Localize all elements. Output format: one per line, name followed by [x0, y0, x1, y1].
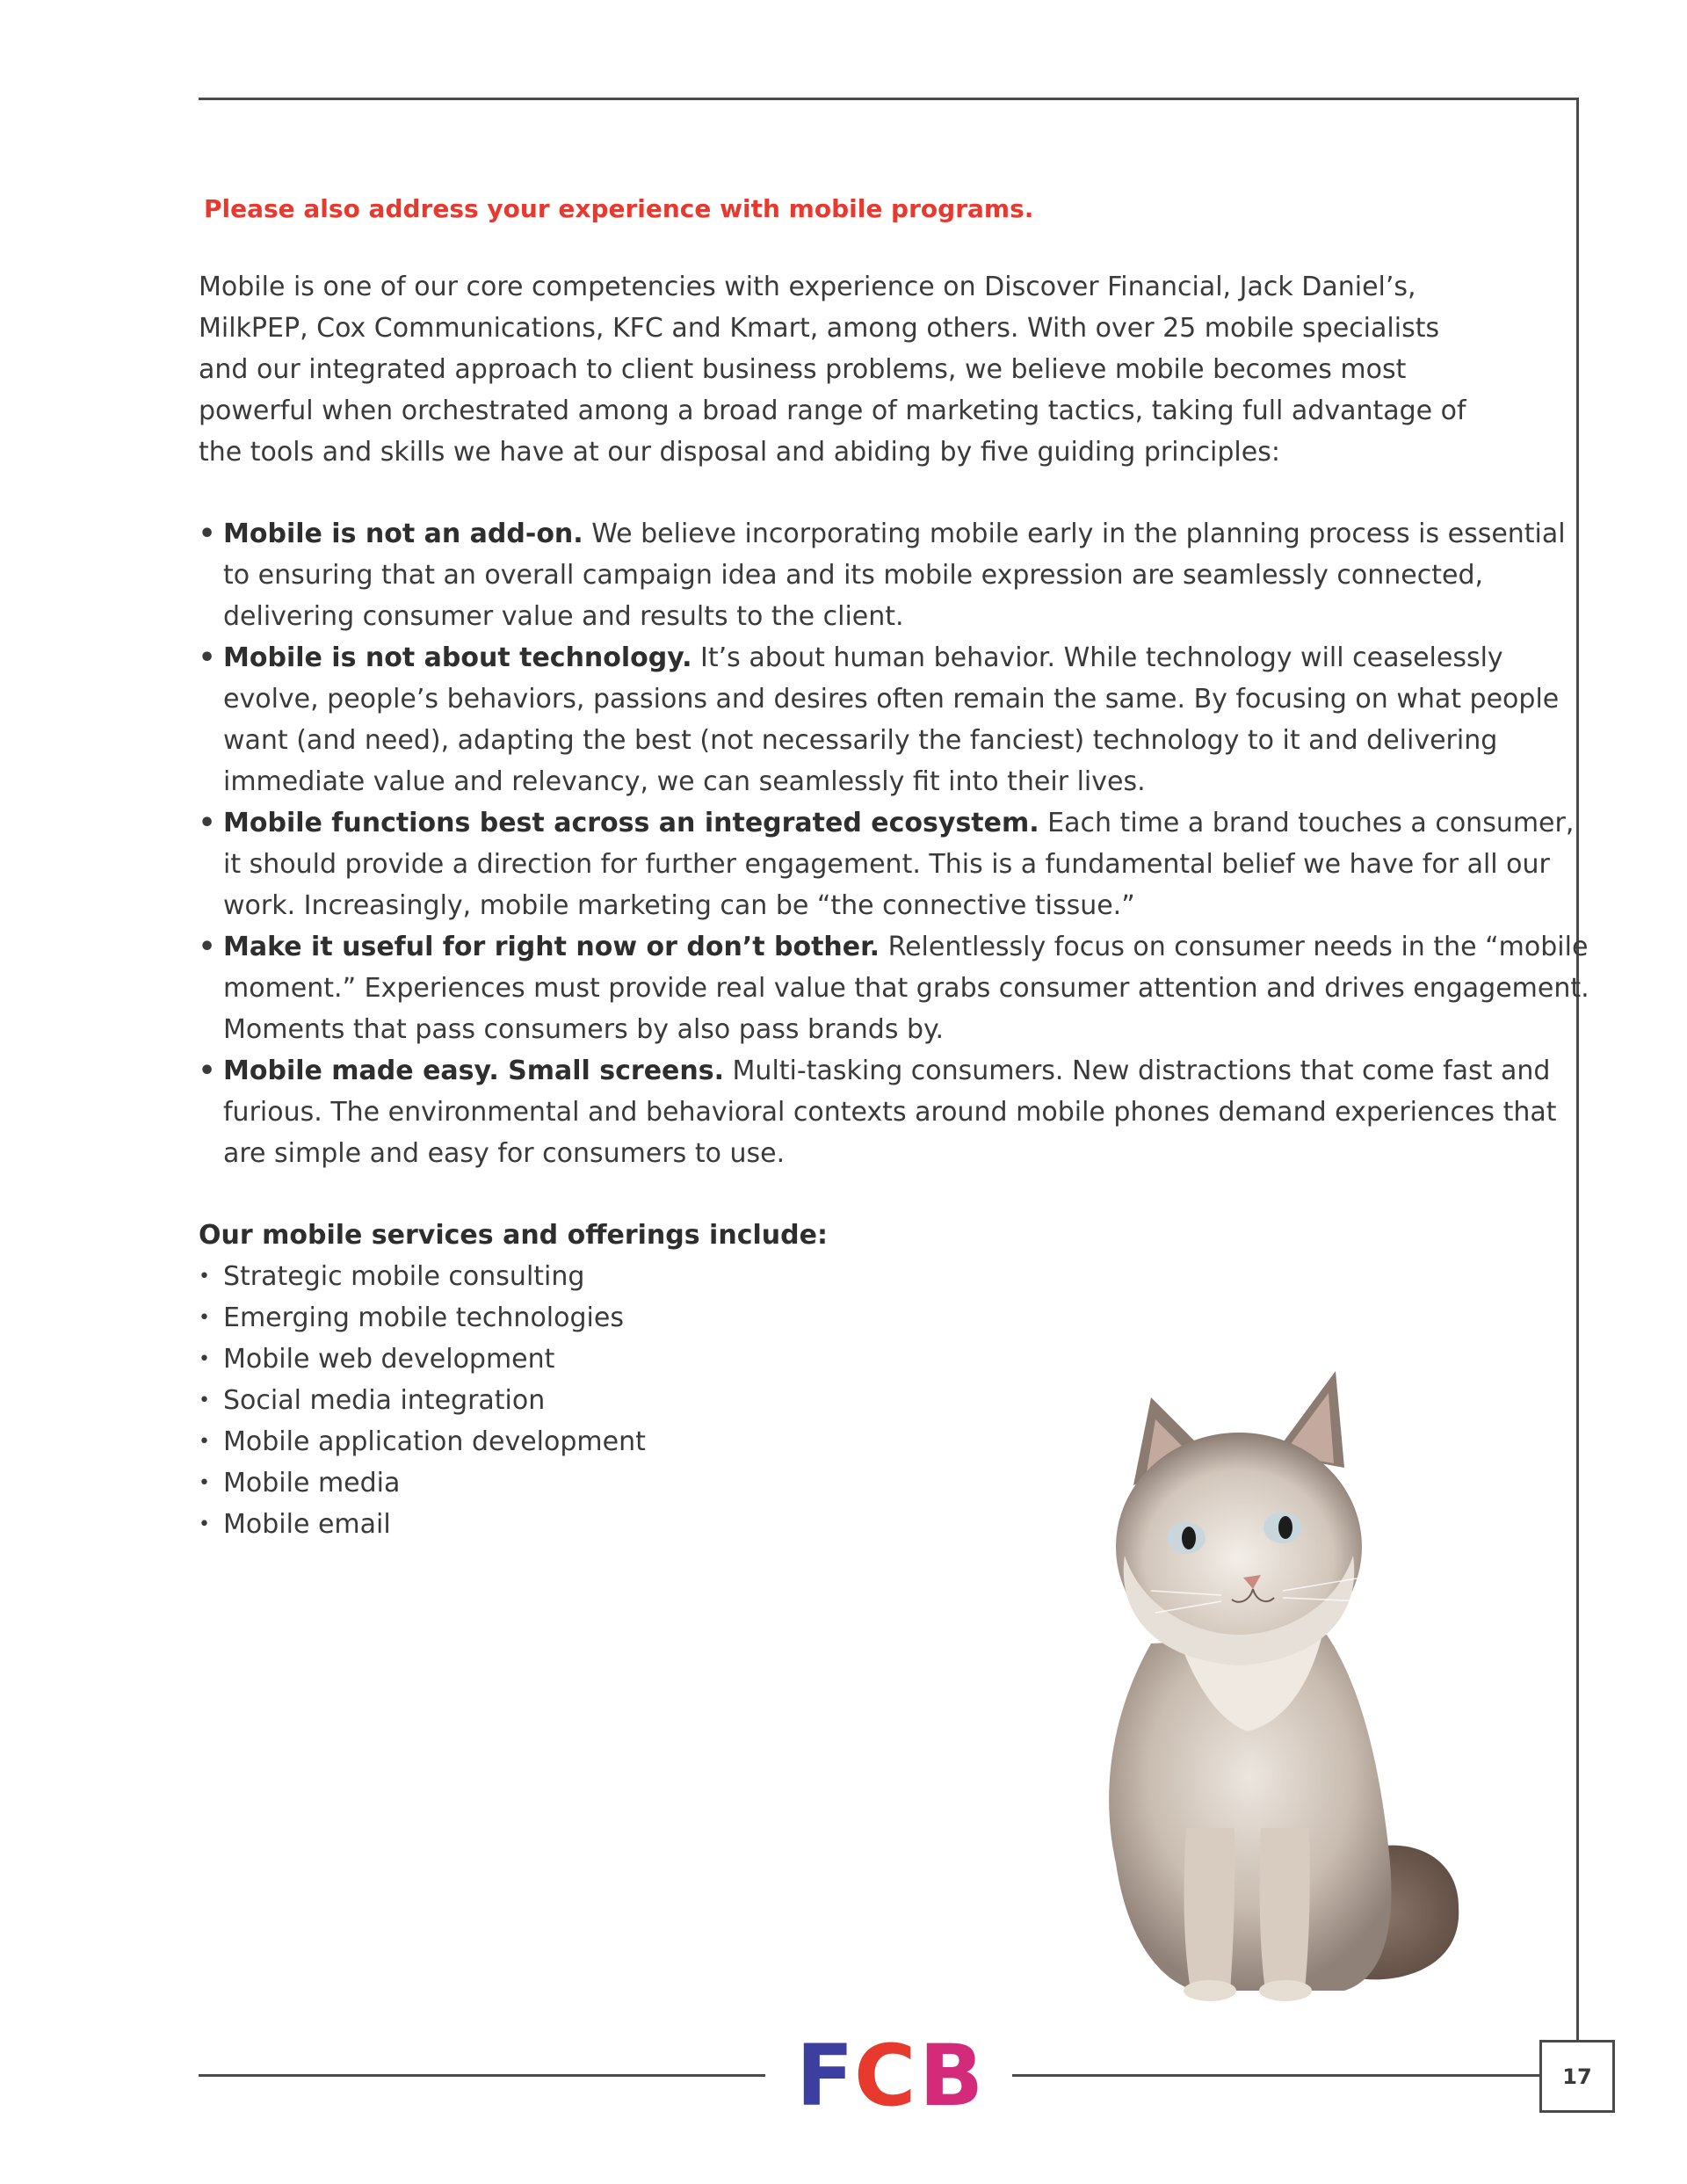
intro-paragraph: Mobile is one of our core competencies with experience on Discover Financial, Jack Daniel’s, MilkPEP, Cox Communications, KFC and Kmart, among others. With over 25 mobile specialists and our integrated approach to client business problems, we believe mobile becomes most powerful when orchestrated among a broad range of marketing tactics, taking full advantage of the tools and skills we have at our disposal and abiding by five guiding principles: [199, 272, 1466, 468]
principle-item [199, 637, 1594, 802]
principle-lead: Mobile is not about technology. [223, 642, 692, 673]
service-item: • Mobile media [199, 1462, 1569, 1504]
service-item: • Social media integration [199, 1380, 1569, 1421]
service-item: • Strategic mobile consulting [199, 1256, 1569, 1297]
principle-text: We believe incorporating mobile early in the planning process is essential to ensuring that an overall campaign idea and its mobile expression are seamlessly connected, delivering consumer value and results to the client. [223, 519, 1566, 632]
fcb-logo [796, 2027, 988, 2125]
principle-text: It’s about human behavior. While technology will ceaselessly evolve, people’s behaviors, passions and desires often remain the same. By focusing on what people want (and need), adapting the best (not necessarily the fanciest) technology to it and delivering immediate value and relevancy, we can seamlessly fit into their lives. [223, 642, 1560, 797]
cat-photo [1019, 1371, 1511, 2021]
logo-letter-f: F [796, 2027, 854, 2125]
principle-item [199, 513, 1594, 637]
services-heading: Our mobile services and offerings include: [199, 1220, 828, 1251]
principle-item [199, 802, 1594, 926]
section-question: Please also address your experience with mobile programs. [204, 194, 1034, 223]
page-content [199, 189, 1589, 1545]
service-item: • Mobile web development [199, 1339, 1569, 1380]
principle-text: Multi-tasking consumers. New distractions that come fast and furious. The environmental and behavioral contexts around mobile phones demand experiences that are simple and easy for consumers to use. [223, 1056, 1557, 1169]
principle-text: Each time a brand touches a consumer, it should provide a direction for further engagement. This is a fundamental belief we have for all our work. Increasingly, mobile marketing can be “the connective tissue.” [223, 808, 1575, 921]
principle-lead: Mobile is not an add-on. [223, 519, 583, 549]
footer-rule-left [199, 2074, 765, 2077]
principle-lead: Make it useful for right now or don’t bother. [223, 932, 880, 962]
logo-letter-c: C [854, 2027, 916, 2125]
frame-top-rule [199, 98, 1579, 100]
principles-list [199, 513, 1589, 1174]
footer-rule-right [1012, 2074, 1539, 2077]
page-number: 17 [1539, 2040, 1615, 2113]
principle-item [199, 1050, 1594, 1174]
principle-lead: Mobile made easy. Small screens. [223, 1056, 725, 1086]
logo-letter-b: B [919, 2027, 984, 2125]
service-item: • Mobile email [199, 1504, 1569, 1545]
service-item: • Emerging mobile technologies [199, 1297, 1569, 1339]
principle-text: Relentlessly focus on consumer needs in the “mobile moment.” Experiences must provide real value that grabs consumer attention and drives engagement. Moments that pass consumers by also pass brands by. [223, 932, 1589, 1045]
principle-item [199, 926, 1594, 1050]
principle-lead: Mobile functions best across an integrated ecosystem. [223, 808, 1039, 838]
service-item: • Mobile application development [199, 1421, 1569, 1462]
